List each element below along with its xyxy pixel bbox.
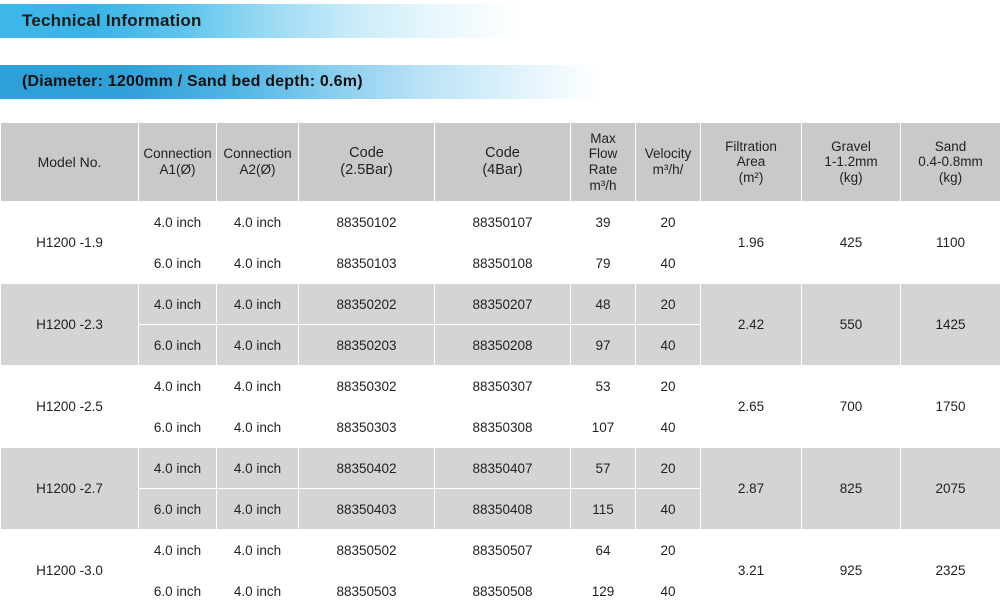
cell-filtration-area: 2.87 bbox=[701, 448, 802, 530]
cell-filtration-area: 3.21 bbox=[701, 530, 802, 612]
cell-model: H1200 -2.7 bbox=[1, 448, 139, 530]
cell-max-flow-rate: 48 bbox=[571, 284, 636, 325]
cell-connection-a2: 4.0 inch bbox=[217, 530, 299, 571]
cell-connection-a1: 6.0 inch bbox=[139, 243, 217, 284]
technical-information-page bbox=[0, 4, 1000, 607]
cell-sand: 2075 bbox=[901, 448, 1000, 530]
table-header-row bbox=[1, 123, 1000, 202]
cell-code-2-5bar: 88350303 bbox=[299, 407, 435, 448]
cell-sand: 2325 bbox=[901, 530, 1000, 612]
cell-connection-a2: 4.0 inch bbox=[217, 366, 299, 407]
cell-code-4bar: 88350307 bbox=[435, 366, 571, 407]
table-row bbox=[1, 448, 1000, 489]
column-header-max-flow-rate: Max Flow Rate m³/h bbox=[571, 123, 636, 202]
cell-max-flow-rate: 97 bbox=[571, 325, 636, 366]
cell-velocity: 40 bbox=[636, 571, 701, 612]
cell-gravel: 700 bbox=[802, 366, 901, 448]
specification-table bbox=[0, 122, 1000, 612]
cell-model: H1200 -2.5 bbox=[1, 366, 139, 448]
subsection-title: (Diameter: 1200mm / Sand bed depth: 0.6m) bbox=[0, 73, 363, 91]
section-banner-diameter bbox=[0, 65, 1000, 99]
cell-code-2-5bar: 88350203 bbox=[299, 325, 435, 366]
cell-code-2-5bar: 88350503 bbox=[299, 571, 435, 612]
cell-code-4bar: 88350507 bbox=[435, 530, 571, 571]
column-header-connection-a2: Connection A2(Ø) bbox=[217, 123, 299, 202]
cell-connection-a1: 4.0 inch bbox=[139, 284, 217, 325]
cell-sand: 1750 bbox=[901, 366, 1000, 448]
table-row bbox=[1, 530, 1000, 571]
cell-connection-a1: 6.0 inch bbox=[139, 407, 217, 448]
column-header-gravel: Gravel 1-1.2mm (kg) bbox=[802, 123, 901, 202]
cell-velocity: 20 bbox=[636, 530, 701, 571]
cell-filtration-area: 2.65 bbox=[701, 366, 802, 448]
cell-code-4bar: 88350208 bbox=[435, 325, 571, 366]
column-header-connection-a1: Connection A1(Ø) bbox=[139, 123, 217, 202]
cell-code-4bar: 88350308 bbox=[435, 407, 571, 448]
cell-velocity: 40 bbox=[636, 243, 701, 284]
cell-max-flow-rate: 115 bbox=[571, 489, 636, 530]
table-row bbox=[1, 284, 1000, 325]
cell-connection-a1: 4.0 inch bbox=[139, 530, 217, 571]
cell-code-2-5bar: 88350402 bbox=[299, 448, 435, 489]
cell-model: H1200 -1.9 bbox=[1, 202, 139, 284]
column-header-filtration-area: Filtration Area (m²) bbox=[701, 123, 802, 202]
cell-max-flow-rate: 107 bbox=[571, 407, 636, 448]
cell-gravel: 550 bbox=[802, 284, 901, 366]
cell-connection-a1: 6.0 inch bbox=[139, 489, 217, 530]
table-row bbox=[1, 366, 1000, 407]
cell-code-4bar: 88350407 bbox=[435, 448, 571, 489]
cell-connection-a2: 4.0 inch bbox=[217, 284, 299, 325]
cell-gravel: 425 bbox=[802, 202, 901, 284]
cell-model: H1200 -2.3 bbox=[1, 284, 139, 366]
table-body bbox=[1, 202, 1000, 612]
cell-code-2-5bar: 88350502 bbox=[299, 530, 435, 571]
cell-max-flow-rate: 57 bbox=[571, 448, 636, 489]
cell-code-4bar: 88350207 bbox=[435, 284, 571, 325]
cell-connection-a2: 4.0 inch bbox=[217, 325, 299, 366]
cell-code-4bar: 88350408 bbox=[435, 489, 571, 530]
cell-connection-a2: 4.0 inch bbox=[217, 243, 299, 284]
cell-connection-a2: 4.0 inch bbox=[217, 448, 299, 489]
cell-filtration-area: 2.42 bbox=[701, 284, 802, 366]
cell-velocity: 40 bbox=[636, 325, 701, 366]
cell-filtration-area: 1.96 bbox=[701, 202, 802, 284]
cell-code-4bar: 88350108 bbox=[435, 243, 571, 284]
cell-connection-a2: 4.0 inch bbox=[217, 571, 299, 612]
cell-connection-a2: 4.0 inch bbox=[217, 202, 299, 243]
table-header bbox=[1, 123, 1000, 202]
column-header-sand: Sand 0.4-0.8mm (kg) bbox=[901, 123, 1000, 202]
section-banner-technical-information bbox=[0, 4, 1000, 38]
cell-gravel: 825 bbox=[802, 448, 901, 530]
cell-code-4bar: 88350508 bbox=[435, 571, 571, 612]
cell-connection-a2: 4.0 inch bbox=[217, 489, 299, 530]
cell-code-2-5bar: 88350202 bbox=[299, 284, 435, 325]
specification-table-container bbox=[0, 122, 1000, 612]
cell-connection-a1: 4.0 inch bbox=[139, 448, 217, 489]
cell-connection-a1: 4.0 inch bbox=[139, 202, 217, 243]
cell-code-2-5bar: 88350302 bbox=[299, 366, 435, 407]
column-header-code-4bar: Code (4Bar) bbox=[435, 123, 571, 202]
cell-sand: 1425 bbox=[901, 284, 1000, 366]
cell-connection-a1: 4.0 inch bbox=[139, 366, 217, 407]
column-header-velocity: Velocity m³/h/ bbox=[636, 123, 701, 202]
cell-max-flow-rate: 53 bbox=[571, 366, 636, 407]
cell-velocity: 20 bbox=[636, 202, 701, 243]
cell-connection-a2: 4.0 inch bbox=[217, 407, 299, 448]
cell-code-2-5bar: 88350103 bbox=[299, 243, 435, 284]
cell-max-flow-rate: 129 bbox=[571, 571, 636, 612]
cell-connection-a1: 6.0 inch bbox=[139, 325, 217, 366]
cell-code-4bar: 88350107 bbox=[435, 202, 571, 243]
cell-velocity: 40 bbox=[636, 489, 701, 530]
cell-velocity: 20 bbox=[636, 284, 701, 325]
cell-velocity: 20 bbox=[636, 448, 701, 489]
column-header-model: Model No. bbox=[1, 123, 139, 202]
table-row bbox=[1, 202, 1000, 243]
cell-max-flow-rate: 39 bbox=[571, 202, 636, 243]
cell-sand: 1100 bbox=[901, 202, 1000, 284]
cell-connection-a1: 6.0 inch bbox=[139, 571, 217, 612]
cell-velocity: 40 bbox=[636, 407, 701, 448]
cell-code-2-5bar: 88350403 bbox=[299, 489, 435, 530]
cell-velocity: 20 bbox=[636, 366, 701, 407]
page-title: Technical Information bbox=[0, 11, 202, 31]
column-header-code-2-5bar: Code (2.5Bar) bbox=[299, 123, 435, 202]
cell-max-flow-rate: 64 bbox=[571, 530, 636, 571]
cell-code-2-5bar: 88350102 bbox=[299, 202, 435, 243]
cell-max-flow-rate: 79 bbox=[571, 243, 636, 284]
cell-gravel: 925 bbox=[802, 530, 901, 612]
cell-model: H1200 -3.0 bbox=[1, 530, 139, 612]
